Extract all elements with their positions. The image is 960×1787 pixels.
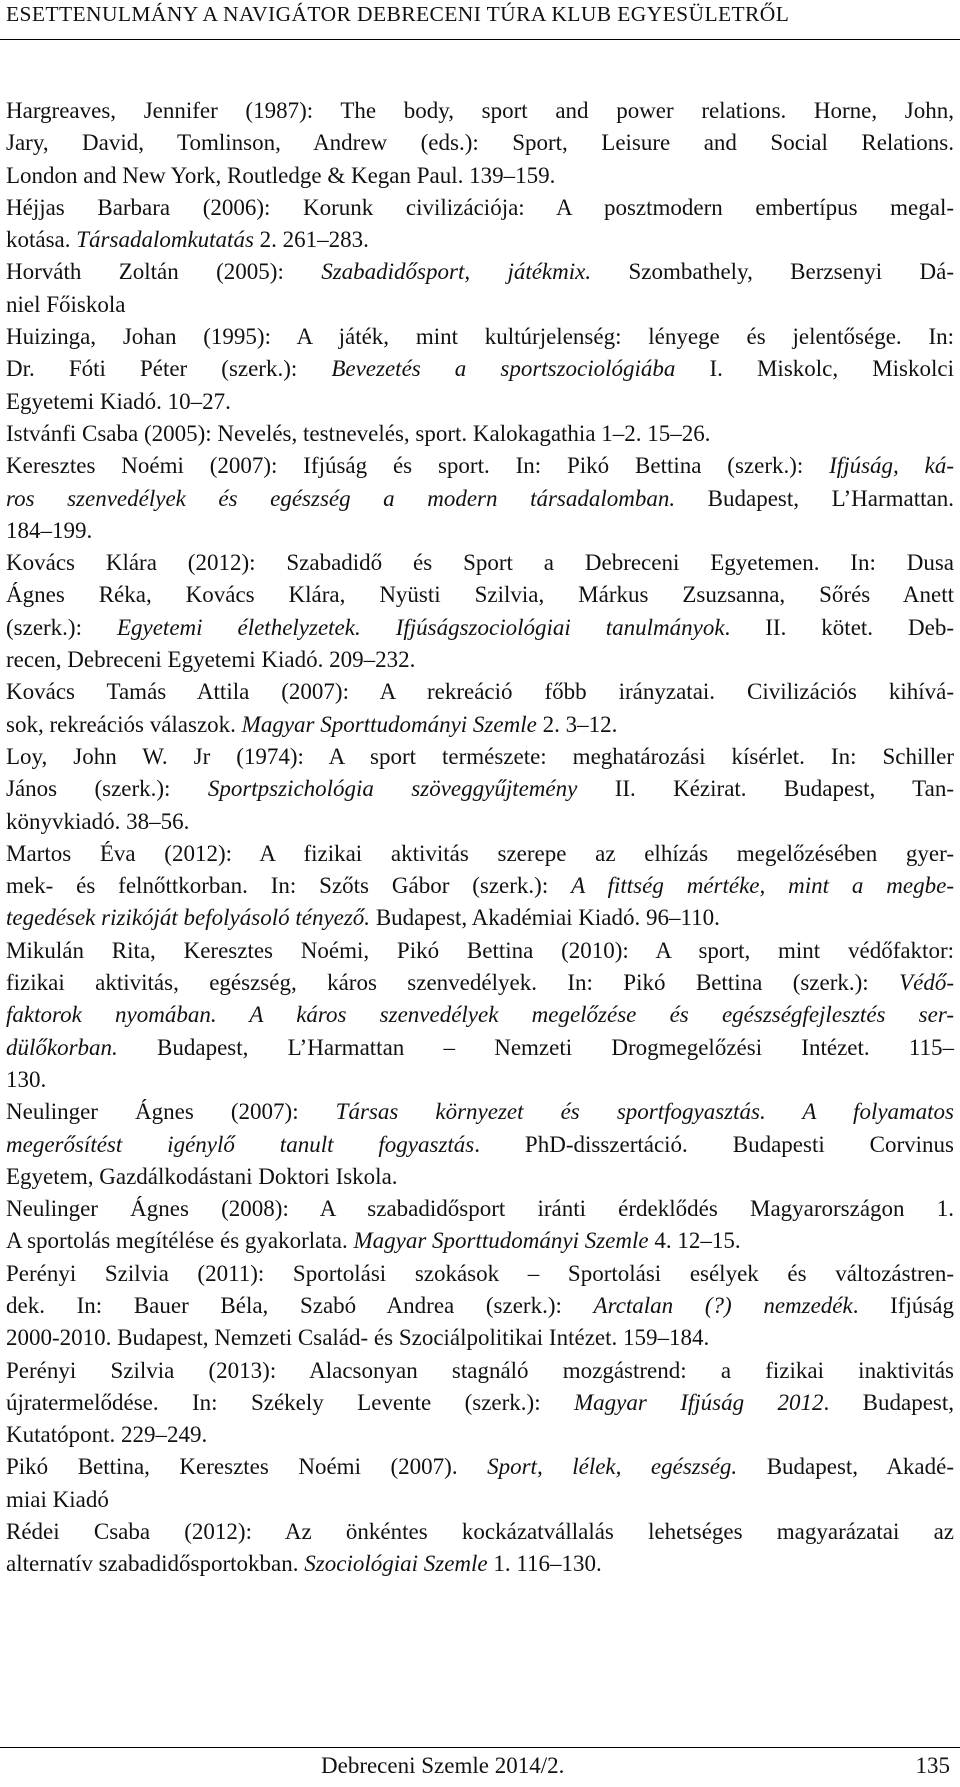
reference-italic-text: ros szenvedélyek és egészség a modern társadalomban. xyxy=(6,485,676,511)
reference-text: Perényi Szilvia (2013): Alacsonyan stagnáló mozgástrend: a fizikai inaktivitás xyxy=(6,1357,954,1383)
reference-italic-text: tegedések rizikóját befolyásoló tényező. xyxy=(6,905,371,931)
reference-text: I. Miskolc, Miskolci xyxy=(675,356,954,382)
reference-text: . Budapest, xyxy=(823,1389,954,1415)
reference-line xyxy=(6,1387,954,1419)
reference-line xyxy=(6,773,954,805)
reference-line xyxy=(6,1064,954,1096)
page-number: 135 xyxy=(915,1753,950,1778)
reference-italic-text: Társas környezet és sportfogyasztás. A folyamatos xyxy=(335,1099,955,1125)
reference-italic-text: Egyetemi élethelyzetek. xyxy=(116,614,361,640)
reference-text: miai Kiadó xyxy=(6,1486,109,1512)
reference-line xyxy=(6,1193,954,1225)
reference-text: Rédei Csaba (2012): Az önkéntes kockázatvállalás lehetséges magyarázatai az xyxy=(6,1519,954,1545)
reference-text: Egyetem, Gazdálkodástani Doktori Iskola. xyxy=(6,1163,398,1189)
reference-italic-text: Bevezetés a sportszociológiába xyxy=(331,356,676,382)
reference-line xyxy=(6,1225,954,1257)
reference-line xyxy=(6,256,954,288)
reference-text: Budapest, L’Harmattan. xyxy=(675,485,954,511)
footer-journal-title: Debreceni Szemle 2014/2. xyxy=(321,1753,565,1778)
reference-text: Egyetemi Kiadó. 10–27. xyxy=(6,388,231,414)
reference-text: Dr. Fóti Péter (szerk.): xyxy=(6,356,332,382)
reference-line xyxy=(6,289,954,321)
reference-line xyxy=(6,515,954,547)
reference-line xyxy=(6,192,954,224)
reference-line xyxy=(6,1096,954,1128)
reference-text: 184–199. xyxy=(6,517,93,543)
page-footer xyxy=(0,1747,960,1787)
reference-line xyxy=(6,838,954,870)
reference-text: (szerk.): xyxy=(6,614,117,640)
reference-text: Szombathely, Berzsenyi Dá- xyxy=(591,259,954,285)
reference-line xyxy=(6,1548,954,1580)
reference-text: 1. 116–130. xyxy=(487,1551,602,1577)
reference-line xyxy=(6,935,954,967)
reference-text: Budapest, L’Harmattan – Nemzeti Drogmegelőzési Intézet. 115– xyxy=(117,1034,954,1060)
reference-line xyxy=(6,1484,954,1516)
reference-line xyxy=(6,224,954,256)
reference-line xyxy=(6,321,954,353)
reference-line xyxy=(6,902,954,934)
reference-italic-text: Magyar Sporttudományi Szemle xyxy=(241,711,537,737)
reference-line xyxy=(6,644,954,676)
reference-text: 2. 3–12. xyxy=(536,711,618,737)
reference-italic-text: Ifjúság, ká- xyxy=(829,453,954,479)
reference-italic-text: Magyar Ifjúság 2012 xyxy=(574,1389,824,1415)
reference-italic-text: faktorok nyomában. A káros szenvedélyek megelőzése és egészségfejlesztés ser- xyxy=(6,1002,954,1028)
reference-line xyxy=(6,127,954,159)
reference-text: Horváth Zoltán (2005): xyxy=(6,259,322,285)
reference-line xyxy=(6,967,954,999)
reference-text: A sportolás megítélése és gyakorlata. xyxy=(6,1228,354,1254)
reference-line xyxy=(6,547,954,579)
reference-line xyxy=(6,806,954,838)
reference-line xyxy=(6,1032,954,1064)
reference-text: Mikulán Rita, Keresztes Noémi, Pikó Bettina (2010): A sport, mint védőfaktor: xyxy=(6,937,954,963)
reference-line xyxy=(6,709,954,741)
reference-text: Ágnes Réka, Kovács Klára, Nyüsti Szilvia, Márkus Zsuzsanna, Sőrés Anett xyxy=(6,582,954,608)
reference-text: Pikó Bettina, Keresztes Noémi (2007). xyxy=(6,1454,488,1480)
reference-text: Héjjas Barbara (2006): Korunk civilizációja: A posztmodern embertípus megal- xyxy=(6,194,954,220)
reference-italic-text: A fittség mértéke, mint a megbe- xyxy=(571,873,954,899)
reference-text: London and New York, Routledge & Kegan Paul. 139–159. xyxy=(6,162,556,188)
reference-text: 2000-2010. Budapest, Nemzeti Család- és Szociálpolitikai Intézet. 159–184. xyxy=(6,1325,710,1351)
reference-line xyxy=(6,1355,954,1387)
reference-line xyxy=(6,999,954,1031)
reference-text: . PhD-disszertáció. Budapesti Corvinus xyxy=(474,1131,954,1157)
reference-text: kotása. xyxy=(6,227,77,253)
reference-line xyxy=(6,1161,954,1193)
reference-line xyxy=(6,676,954,708)
reference-italic-text: Sport, lélek, egészség. xyxy=(487,1454,738,1480)
reference-text: 4. 12–15. xyxy=(648,1228,741,1254)
reference-italic-text: Ifjúságszociológiai tanulmányok xyxy=(395,614,725,640)
reference-text: Istvánfi Csaba (2005): Nevelés, testnevelés, sport. Kalokagathia 1–2. 15–26. xyxy=(6,420,711,446)
reference-italic-text: megerősítést igénylő tanult fogyasztás xyxy=(6,1131,475,1157)
reference-text: Perényi Szilvia (2011): Sportolási szokások – Sportolási esélyek és változástren- xyxy=(6,1260,954,1286)
reference-italic-text: dülőkorban. xyxy=(6,1034,118,1060)
reference-line xyxy=(6,450,954,482)
running-header-title: ESETTENULMÁNY A NAVIGÁTOR DEBRECENI TÚRA KLUB EGYESÜLETRŐL xyxy=(6,2,790,26)
reference-text: Neulinger Ágnes (2008): A szabadidősport iránti érdeklődés Magyarországon 1. xyxy=(6,1196,954,1222)
reference-text: mek- és felnőttkorban. In: Szőts Gábor (szerk.): xyxy=(6,873,572,899)
reference-text: 2. 261–283. xyxy=(253,227,369,253)
reference-line xyxy=(6,612,954,644)
reference-text: újratermelődése. In: Székely Levente (szerk.): xyxy=(6,1389,574,1415)
reference-text: Kovács Tamás Attila (2007): A rekreáció főbb irányzatai. Civilizációs kihívá- xyxy=(6,679,954,705)
reference-text: Budapest, Akadémiai Kiadó. 96–110. xyxy=(370,905,720,931)
reference-line xyxy=(6,870,954,902)
reference-italic-text: Szabadidősport, játékmix. xyxy=(321,259,592,285)
reference-italic-text: Védő- xyxy=(899,970,954,996)
reference-line xyxy=(6,95,954,127)
reference-italic-text: Arctalan (?) nemzedék xyxy=(593,1292,853,1318)
reference-text: Jary, David, Tomlinson, Andrew (eds.): Sport, Leisure and Social Relations. xyxy=(6,130,954,156)
reference-text: II. Kézirat. Budapest, Tan- xyxy=(577,776,954,802)
reference-text xyxy=(361,615,396,640)
reference-text: Huizinga, Johan (1995): A játék, mint kultúrjelenség: lényege és jelentősége. In: xyxy=(6,324,954,350)
reference-text: dek. In: Bauer Béla, Szabó Andrea (szerk.): xyxy=(6,1292,594,1318)
reference-text: Martos Éva (2012): A fizikai aktivitás szerepe az elhízás megelőzésében gyer- xyxy=(6,840,954,866)
reference-text: Keresztes Noémi (2007): Ifjúság és sport. In: Pikó Bettina (szerk.): xyxy=(6,453,830,479)
reference-text: fizikai aktivitás, egészség, káros szenvedélyek. In: Pikó Bettina (szerk.): xyxy=(6,970,900,996)
reference-text: könyvkiadó. 38–56. xyxy=(6,808,190,834)
reference-line xyxy=(6,1419,954,1451)
reference-line xyxy=(6,579,954,611)
running-header xyxy=(0,0,960,40)
reference-text: Loy, John W. Jr (1974): A sport természete: meghatározási kísérlet. In: Schiller xyxy=(6,743,954,769)
reference-line xyxy=(6,418,954,450)
reference-text: János (szerk.): xyxy=(6,776,208,802)
reference-text: Kovács Klára (2012): Szabadidő és Sport a Debreceni Egyetemen. In: Dusa xyxy=(6,550,954,576)
reference-text: Neulinger Ágnes (2007): xyxy=(6,1099,336,1125)
reference-line xyxy=(6,1516,954,1548)
reference-line xyxy=(6,1290,954,1322)
reference-text: Hargreaves, Jennifer (1987): The body, sport and power relations. Horne, John, xyxy=(6,98,954,123)
reference-list xyxy=(6,95,954,1581)
reference-text: . Ifjúság xyxy=(852,1292,954,1318)
reference-line xyxy=(6,483,954,515)
reference-text: Kutatópont. 229–249. xyxy=(6,1422,208,1448)
reference-line xyxy=(6,1129,954,1161)
reference-text: alternatív szabadidősportokban. xyxy=(6,1551,305,1577)
reference-text: Budapest, Akadé- xyxy=(737,1454,955,1480)
reference-line xyxy=(6,741,954,773)
reference-italic-text: Társadalomkutatás xyxy=(76,227,254,253)
reference-text: niel Főiskola xyxy=(6,291,126,317)
reference-text: sok, rekreációs válaszok. xyxy=(6,711,242,737)
reference-line xyxy=(6,160,954,192)
reference-line xyxy=(6,1258,954,1290)
reference-text: . II. kötet. Deb- xyxy=(724,614,954,640)
reference-italic-text: Sportpszichológia szöveggyűjtemény xyxy=(207,776,578,802)
reference-line xyxy=(6,1451,954,1483)
reference-line xyxy=(6,353,954,385)
reference-italic-text: Magyar Sporttudományi Szemle xyxy=(353,1228,649,1254)
reference-line xyxy=(6,1322,954,1354)
reference-italic-text: Szociológiai Szemle xyxy=(304,1551,488,1577)
reference-text: 130. xyxy=(6,1066,47,1092)
reference-line xyxy=(6,386,954,418)
reference-text: recen, Debreceni Egyetemi Kiadó. 209–232. xyxy=(6,647,416,673)
